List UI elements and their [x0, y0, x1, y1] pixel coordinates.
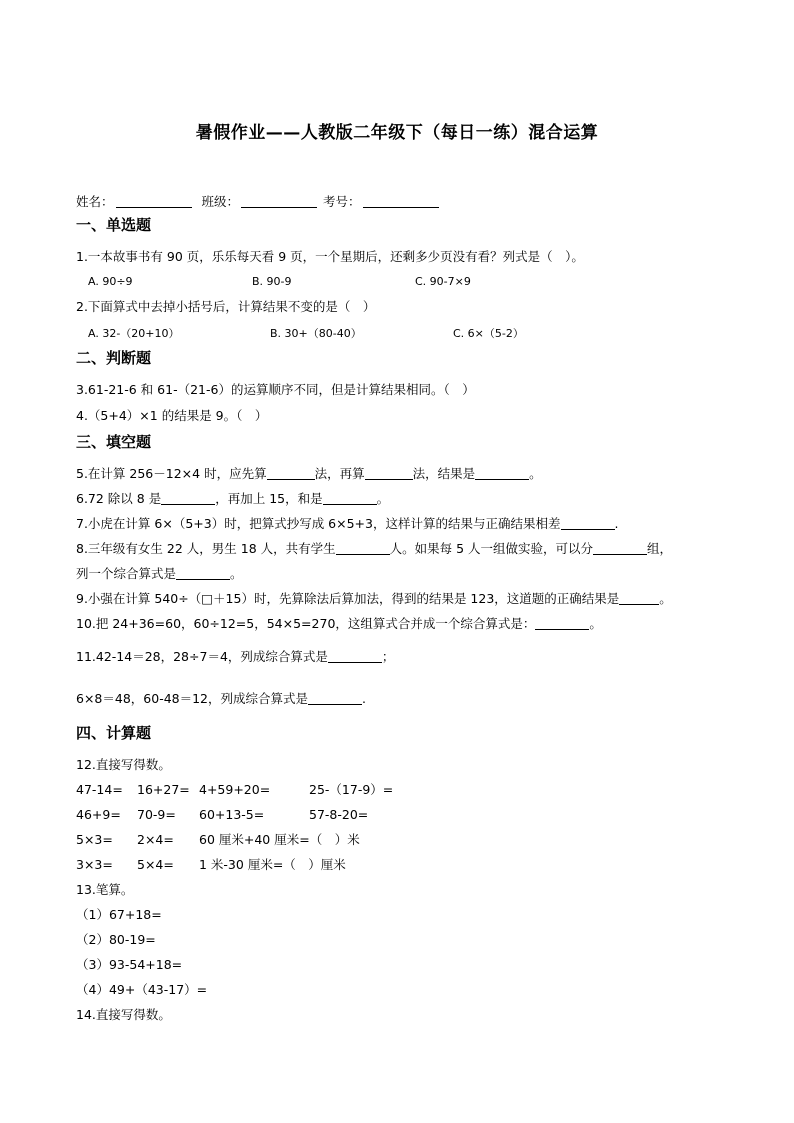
- answer-blank[interactable]: [561, 516, 615, 530]
- calc-cell: 16+27=: [137, 782, 190, 797]
- answer-blank[interactable]: [336, 541, 390, 555]
- answer-blank[interactable]: [328, 649, 382, 663]
- question-14-stem: 14.直接写得数。: [76, 1007, 171, 1022]
- class-blank[interactable]: [241, 194, 317, 208]
- calc-cell: 46+9=: [76, 807, 121, 822]
- answer-blank[interactable]: [535, 616, 589, 630]
- question-8-text-c: 组，: [647, 541, 673, 556]
- question-13-item: （3）93-54+18=: [76, 957, 183, 972]
- calc-cell: 1 米-30 厘米=（ ）厘米: [199, 857, 346, 872]
- question-5-text-d: 。: [529, 466, 542, 481]
- calc-cell: 70-9=: [137, 807, 176, 822]
- answer-blank[interactable]: [475, 466, 529, 480]
- question-11-text-b: ；: [381, 649, 395, 664]
- question-5: [76, 466, 542, 482]
- section-heading-fill-blank: 三、填空题: [76, 433, 152, 451]
- calc-cell: 5×3=: [76, 832, 113, 847]
- question-10-text-a: 10.把 24+36=60，60÷12=5，54×5=270，这组算式合并成一个综合算式是：: [76, 616, 536, 631]
- question-2-option-c[interactable]: C. 6×（5-2）: [453, 327, 524, 340]
- question-4: 4.（5+4）×1 的结果是 9。（ ）: [76, 408, 268, 423]
- answer-blank[interactable]: [593, 541, 647, 555]
- question-13-item: （2）80-19=: [76, 932, 156, 947]
- question-2-option-b[interactable]: B. 30+（80-40）: [270, 327, 362, 340]
- calc-cell: 3×3=: [76, 857, 113, 872]
- question-10: [76, 616, 602, 632]
- question-2-option-a[interactable]: A. 32-（20+10）: [88, 327, 180, 340]
- question-1-option-c[interactable]: C. 90-7×9: [415, 275, 471, 288]
- exam-label: 考号：: [323, 194, 361, 209]
- section-heading-true-false: 二、判断题: [76, 349, 152, 367]
- calc-cell: 5×4=: [137, 857, 174, 872]
- question-11-text-d: .: [362, 691, 366, 706]
- exam-number-blank[interactable]: [363, 194, 439, 208]
- answer-blank[interactable]: [365, 466, 413, 480]
- question-5-text-c: 法，结果是: [412, 466, 476, 481]
- question-8-line-1: [76, 541, 672, 557]
- question-6-text-a: 6.72 除以 8 是: [76, 491, 162, 506]
- question-8-text-b: 人。如果每 5 人一组做实验，可以分: [389, 541, 594, 556]
- calc-cell: 47-14=: [76, 782, 123, 797]
- question-8-text-e: 。: [230, 566, 243, 581]
- question-1-option-b[interactable]: B. 90-9: [252, 275, 292, 288]
- calc-cell: 60+13-5=: [199, 807, 265, 822]
- question-6: [76, 491, 389, 507]
- question-11-line-1: [76, 649, 394, 665]
- calc-cell: 2×4=: [137, 832, 174, 847]
- question-8-line-2: [76, 566, 243, 582]
- question-7-text-a: 7.小虎在计算 6×（5+3）时，把算式抄写成 6×5+3，这样计算的结果与正确结果相差: [76, 516, 561, 531]
- question-7: [76, 516, 618, 532]
- answer-blank[interactable]: [161, 491, 215, 505]
- question-5-text-a: 5.在计算 256－12×4 时，应先算: [76, 466, 267, 481]
- question-13-item: （4）49+（43-17）=: [76, 982, 208, 997]
- calc-cell: 4+59+20=: [199, 782, 271, 797]
- section-heading-calculation: 四、计算题: [76, 724, 152, 742]
- question-13-item: （1）67+18=: [76, 907, 162, 922]
- question-10-text-b: 。: [589, 616, 602, 631]
- question-2-stem: 2.下面算式中去掉小括号后，计算结果不变的是（ ）: [76, 299, 376, 314]
- question-6-text-b: ，再加上 15，和是: [215, 491, 323, 506]
- question-1-stem: 1.一本故事书有 90 页，乐乐每天看 9 页，一个星期后，还剩多少页没有看？列式是（ ）。: [76, 249, 584, 264]
- question-8-text-a: 8.三年级有女生 22 人，男生 18 人，共有学生: [76, 541, 336, 556]
- answer-blank[interactable]: [267, 466, 315, 480]
- question-5-text-b: 法，再算: [314, 466, 365, 481]
- question-9: [76, 591, 672, 607]
- section-heading-single-choice: 一、单选题: [76, 216, 152, 234]
- question-3: 3.61-21-6 和 61-（21-6）的运算顺序不同，但是计算结果相同。（ ）: [76, 382, 475, 397]
- question-8-text-d: 列一个综合算式是: [76, 566, 177, 581]
- calc-cell: 57-8-20=: [309, 807, 369, 822]
- calc-cell: 25-（17-9）=: [309, 782, 394, 797]
- question-1-option-a[interactable]: A. 90÷9: [88, 275, 133, 288]
- page-title: 暑假作业——人教版二年级下（每日一练）混合运算: [195, 123, 599, 143]
- question-9-text-b: 。: [659, 591, 672, 606]
- student-info: [76, 194, 445, 210]
- class-label: 班级：: [201, 194, 240, 209]
- name-blank[interactable]: [116, 194, 192, 208]
- question-13-stem: 13.笔算。: [76, 882, 134, 897]
- question-9-text-a: 9.小强在计算 540÷（□＋15）时，先算除法后算加法，得到的结果是 123，这道题的正确结果是: [76, 591, 620, 606]
- question-7-text-b: .: [614, 516, 619, 531]
- question-6-text-c: 。: [376, 491, 390, 506]
- question-12-stem: 12.直接写得数。: [76, 757, 171, 772]
- question-11-text-a: 11.42-14＝28，28÷7＝4，列成综合算式是: [76, 649, 328, 664]
- answer-blank[interactable]: [323, 491, 377, 505]
- question-11-text-c: 6×8＝48，60-48＝12，列成综合算式是: [76, 691, 309, 706]
- answer-blank[interactable]: [176, 566, 230, 580]
- answer-blank[interactable]: [619, 591, 659, 605]
- calc-cell: 60 厘米+40 厘米=（ ）米: [199, 832, 360, 847]
- name-label: 姓名：: [76, 194, 114, 209]
- question-11-line-2: [76, 691, 366, 707]
- answer-blank[interactable]: [308, 691, 362, 705]
